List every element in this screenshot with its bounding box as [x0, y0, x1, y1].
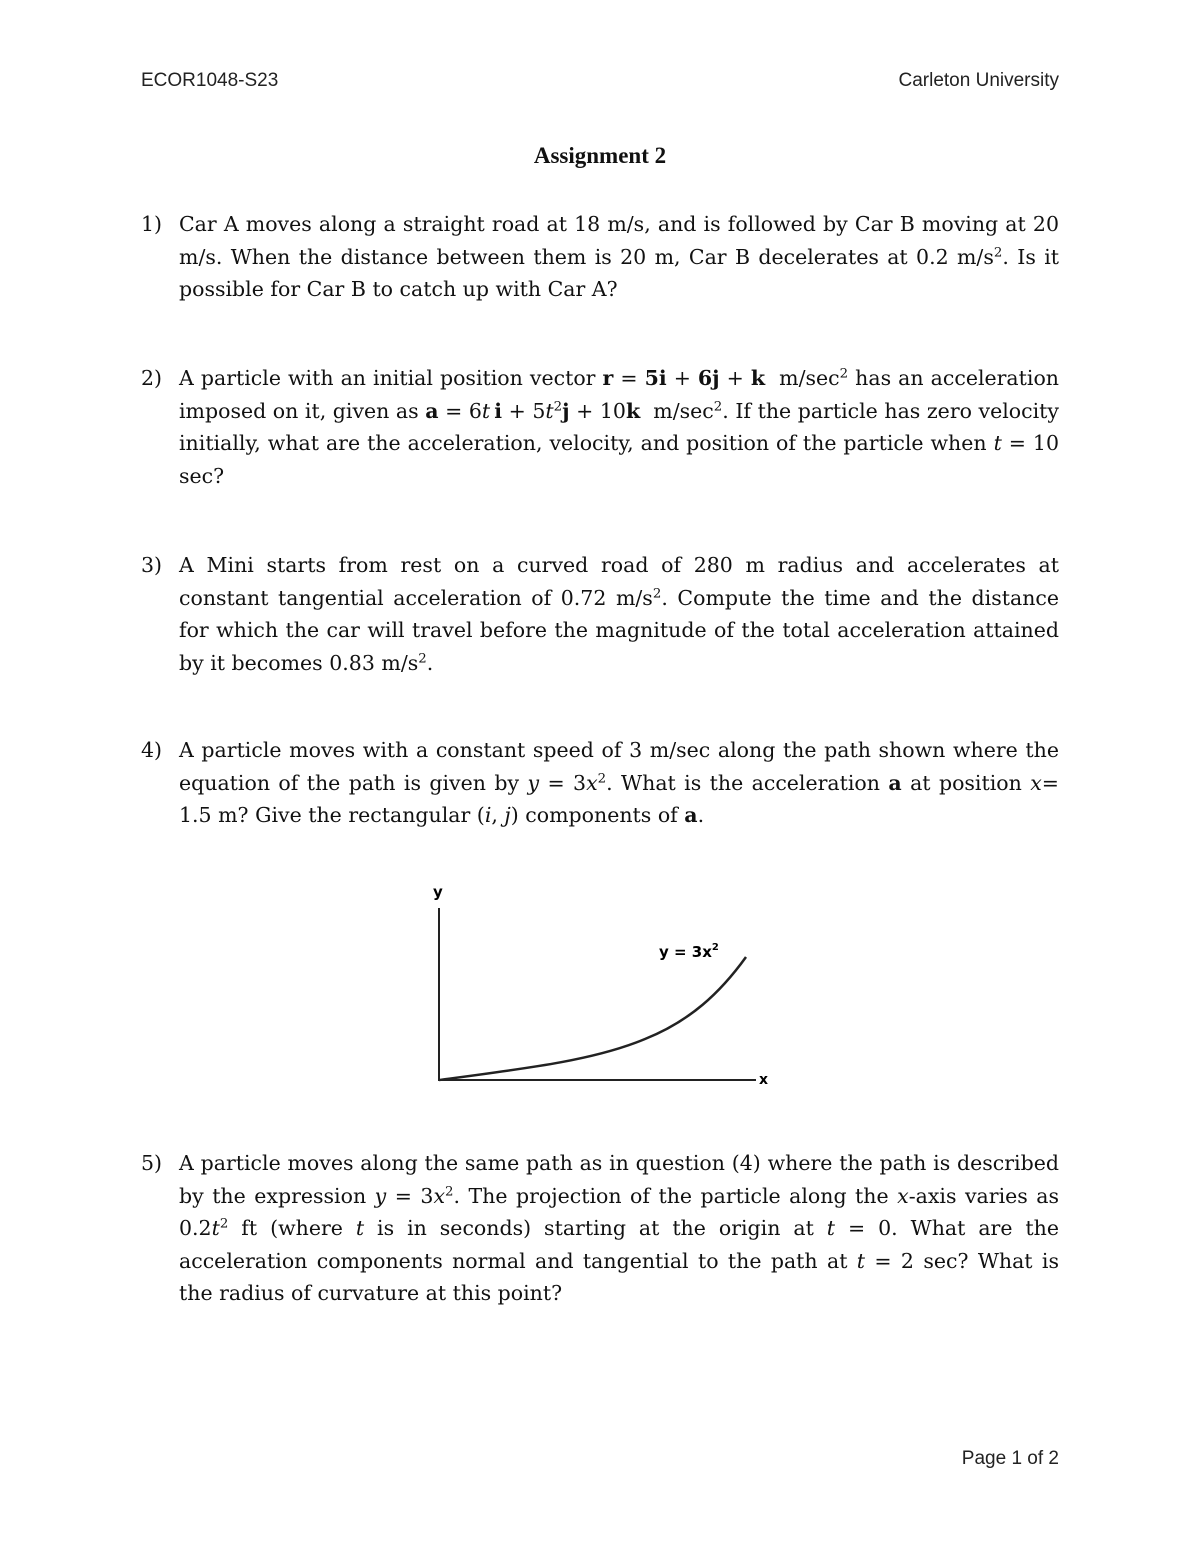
parabola-curve [439, 957, 746, 1080]
question-4 [141, 734, 1059, 832]
question-2 [141, 362, 1059, 492]
page-number: Page 1 of 2 [961, 1448, 1059, 1469]
assignment-title: Assignment 2 [533, 143, 667, 168]
x-axis-label: x [759, 1072, 769, 1088]
question-text: A Mini starts from rest on a curved road of 280 m radius and accelerates at constant tangential acceleration of 0.72 $m/s^2$. Compute the time and the distance for which the car will travel before the magnitude of the total acceleration attained by it becomes 0.83 $m/s^2$. [179, 553, 1060, 675]
question-number: 4) [141, 738, 163, 762]
question-5 [141, 1147, 1059, 1310]
question-text: A particle with an initial position vector r = 5i + 6j + k $m/\sec^2$ has an acceleration imposed on it, given as a = 6t $i + 5t^2j + 10k$ $m/\sec^2$. If the particle has zero velocity initially, what are the acceleration, velocity, and position of the particle when t = 10 sec? [179, 366, 1059, 488]
question-3 [141, 549, 1059, 679]
path-figure [420, 875, 800, 1105]
curve-equation-label: $y = 3x^2$ [659, 942, 719, 961]
question-number: 2) [141, 366, 163, 390]
question-number: 3) [141, 553, 163, 577]
university-name: Carleton University [898, 70, 1059, 91]
course-code: ECOR1048-S23 [141, 70, 279, 91]
question-1 [141, 208, 1059, 306]
question-number: 1) [141, 212, 163, 236]
question-text: A particle moves with a constant speed of 3 m/sec along the path shown where the equation of the path is given by $y = 3x^2$. What is the acceleration a at position x= 1.5 m? Give the rectangular (i, j) components of a. [179, 738, 1059, 827]
question-text: Car A moves along a straight road at 18 m/s, and is followed by Car B moving at 20 m/s. When the distance between them is 20 m, Car B decelerates at 0.2 $m/s^2$. Is it possible for Car B to catch up with Car A? [179, 212, 1059, 301]
y-axis-label: y [433, 883, 443, 901]
question-number: 5) [141, 1151, 163, 1175]
question-text: A particle moves along the same path as in question (4) where the path is described by the expression $y = 3x^2$. The projection of the particle along the x-axis varies as $0.2t^2$ ft (where t is in seconds) starting at the origin at t = 0. What are the acceleration components normal and tangential to the path at t = 2 sec? What is the radius of curvature at this point? [179, 1151, 1060, 1305]
